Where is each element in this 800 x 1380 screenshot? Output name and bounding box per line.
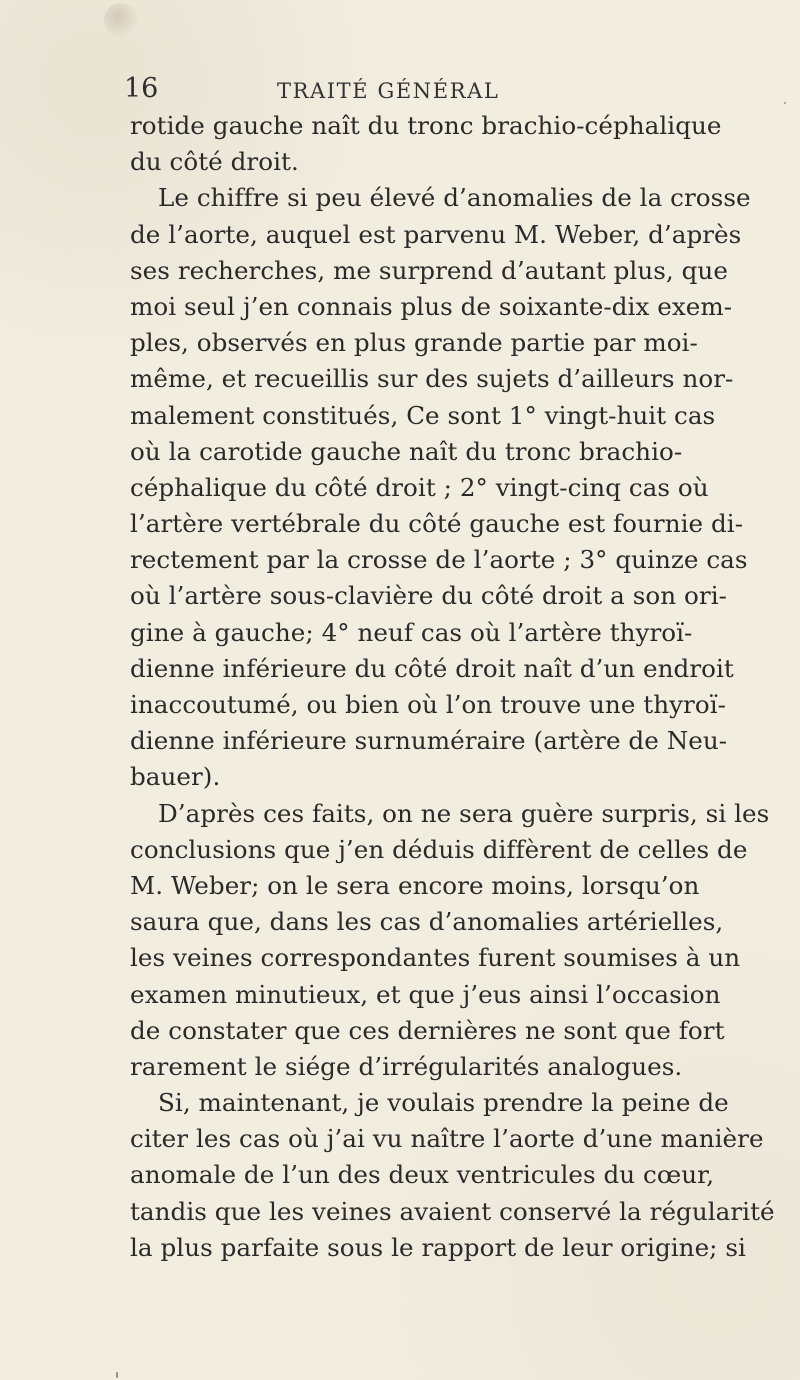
ink-speck	[116, 1372, 118, 1378]
text-line: conclusions que j’en déduis diffèrent de celles de	[130, 834, 748, 864]
text-line: rectement par la crosse de l’aorte ; 3° quinze cas	[130, 545, 748, 575]
text-line: anomale de l’un des deux ventricules du cœur,	[130, 1160, 715, 1190]
text-line: ples, observés en plus grande partie par moi-	[130, 328, 698, 358]
text-line: gine à gauche; 4° neuf cas où l’artère thyroï-	[130, 617, 693, 647]
ink-speck	[784, 102, 786, 104]
text-line: tandis que les veines avaient conservé la régularité	[130, 1196, 775, 1226]
running-head: TRAITÉ GÉNÉRAL	[277, 79, 500, 103]
text-line: où l’artère sous-clavière du côté droit a son ori-	[130, 581, 727, 611]
text-line: du côté droit.	[130, 147, 299, 177]
text-line: M. Weber; on le sera encore moins, lorsqu’on	[130, 870, 700, 900]
text-line: céphalique du côté droit ; 2° vingt-cinq cas où	[130, 472, 709, 502]
paragraph-start-line: D’après ces faits, on ne sera guère surpris, si les	[158, 798, 770, 828]
text-line: dienne inférieure surnuméraire (artère de Neu-	[130, 726, 728, 756]
text-line: l’artère vertébrale du côté gauche est fournie di-	[130, 509, 744, 539]
text-line: de l’aorte, auquel est parvenu M. Weber, d’après	[130, 219, 742, 249]
text-line: malement constitués, Ce sont 1° vingt-huit cas	[130, 400, 716, 430]
text-line: même, et recueillis sur des sujets d’ailleurs nor-	[130, 364, 734, 394]
text-line: inaccoutumé, ou bien où l’on trouve une thyroï-	[130, 690, 726, 719]
text-line: moi seul j’en connais plus de soixante-dix exem-	[130, 291, 733, 321]
text-line: rarement le siége d’irrégularités analogues.	[130, 1051, 683, 1081]
text-line: rotide gauche naît du tronc brachio-céphalique	[130, 111, 722, 140]
text-line: la plus parfaite sous le rapport de leur origine; si	[130, 1232, 746, 1262]
text-line: les veines correspondantes furent soumises à un	[130, 943, 741, 973]
text-line: dienne inférieure du côté droit naît d’un endroit	[130, 653, 734, 683]
paragraph-start-line: Le chiffre si peu élevé d’anomalies de la crosse	[158, 183, 751, 213]
page-number: 16	[124, 73, 159, 104]
text-line: de constater que ces dernières ne sont que fort	[130, 1015, 725, 1045]
body-text	[130, 108, 775, 1266]
text-line: citer les cas où j’ai vu naître l’aorte d’une manière	[130, 1124, 764, 1154]
text-line: saura que, dans les cas d’anomalies artérielles,	[130, 907, 724, 937]
text-line: ses recherches, me surprend d’autant plus, que	[130, 255, 728, 285]
text-line: où la carotide gauche naît du tronc brachio-	[130, 436, 683, 466]
text-line: examen minutieux, et que j’eus ainsi l’occasion	[130, 979, 721, 1009]
page-header	[0, 0, 800, 104]
text-line: bauer).	[130, 762, 221, 792]
paragraph-start-line: Si, maintenant, je voulais prendre la peine de	[158, 1088, 729, 1118]
